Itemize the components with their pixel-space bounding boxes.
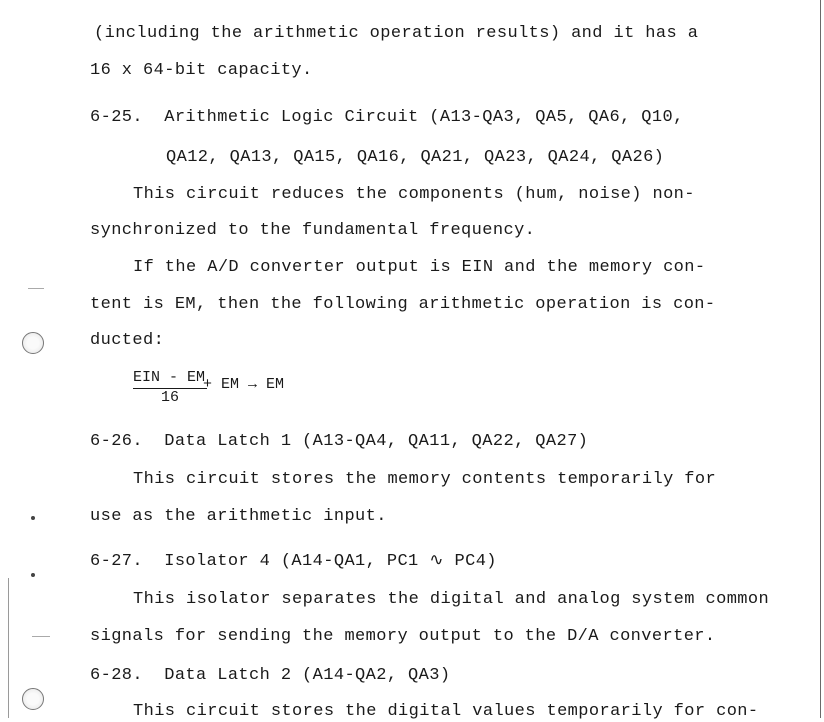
scan-speck <box>31 516 35 520</box>
formula-denominator: 16 <box>161 389 180 406</box>
section-heading-6-27: 6-27. Isolator 4 (A14-QA1, PC1 ∿ PC4) <box>90 552 497 571</box>
punch-hole-icon <box>22 688 44 710</box>
text-line: This circuit stores the memory contents temporarily for <box>133 470 717 489</box>
scan-speck <box>31 573 35 577</box>
section-heading-6-28: 6-28. Data Latch 2 (A14-QA2, QA3) <box>90 666 451 685</box>
section-heading-6-25-continued: QA12, QA13, QA15, QA16, QA21, QA23, QA24, QA26) <box>166 148 665 167</box>
section-heading-6-26: 6-26. Data Latch 1 (A13-QA4, QA11, QA22, QA27) <box>90 432 589 451</box>
text-line: signals for sending the memory output to the D/A converter. <box>90 627 716 646</box>
text-line: synchronized to the fundamental frequency. <box>90 221 536 240</box>
text-line: tent is EM, then the following arithmetic operation is con- <box>90 295 716 314</box>
punch-hole-icon <box>22 332 44 354</box>
text-line: If the A/D converter output is EIN and the memory con- <box>133 258 706 277</box>
text-line: use as the arithmetic input. <box>90 507 387 526</box>
formula-tail: + EM → EM <box>203 376 285 393</box>
scan-mark <box>28 288 44 289</box>
text-line: This circuit stores the digital values temporarily for con- <box>133 702 759 721</box>
formula-fraction <box>133 369 207 406</box>
text-line: ducted: <box>90 331 165 350</box>
scan-mark <box>32 636 50 637</box>
text-line: This circuit reduces the components (hum, noise) non- <box>133 185 695 204</box>
page-edge-rule <box>820 0 821 718</box>
section-heading-6-25: 6-25. Arithmetic Logic Circuit (A13-QA3, QA5, QA6, Q10, <box>90 108 684 127</box>
text-line: (including the arithmetic operation results) and it has a <box>94 24 699 43</box>
text-line: 16 x 64-bit capacity. <box>90 61 313 80</box>
text-line: This isolator separates the digital and analog system common <box>133 590 770 609</box>
binding-edge-rule <box>8 578 9 718</box>
formula-numerator: EIN - EM <box>133 369 207 389</box>
